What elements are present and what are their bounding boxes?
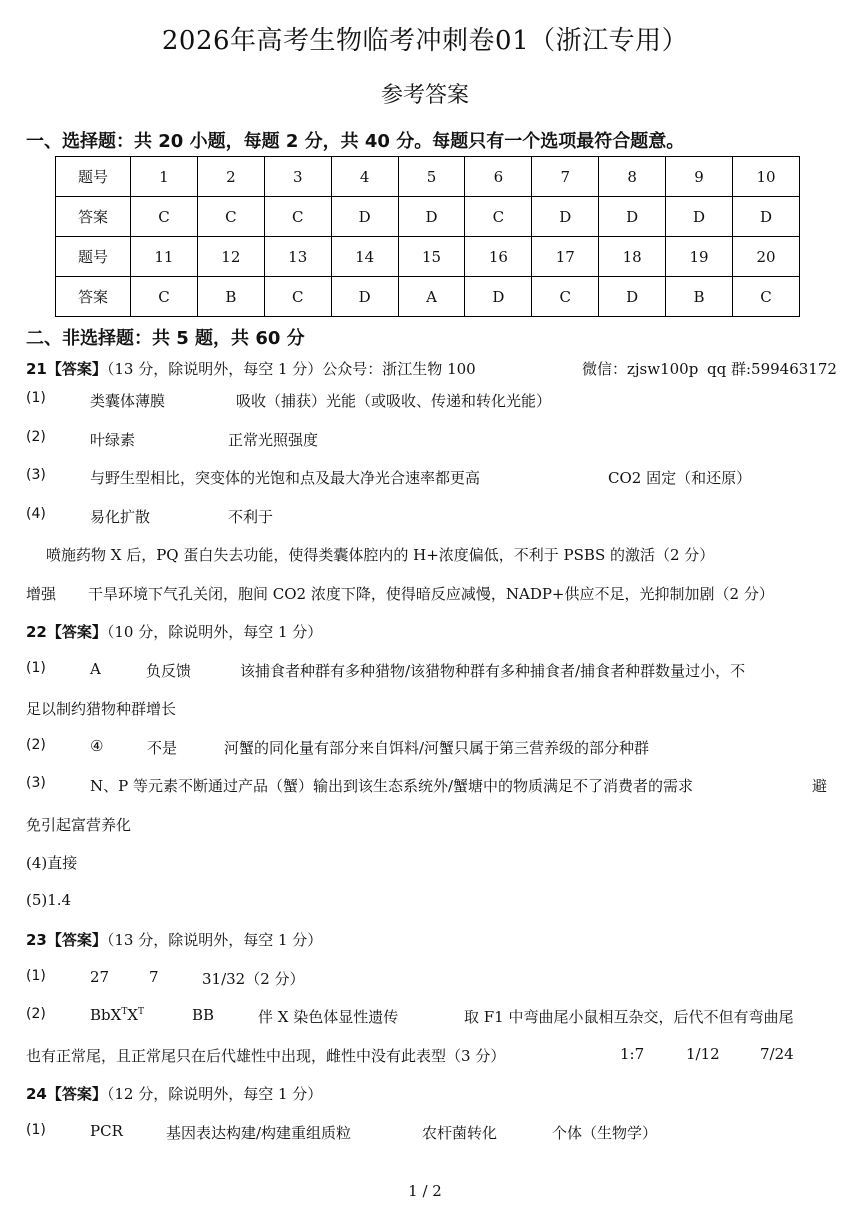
q22-p3-cont: 免引起富营养化 <box>26 816 132 834</box>
answer-table-row-label: 题号 <box>56 157 131 197</box>
q23-p2-d: 取 F1 中弯曲尾小鼠相互杂交，后代不但有弯曲尾 <box>464 1008 794 1026</box>
answer-table-cell: C <box>131 277 198 317</box>
q22-p2-b: 不是 <box>147 739 178 757</box>
answer-table-cell: C <box>131 197 198 237</box>
q22-p1-num: (1) <box>26 660 46 676</box>
answer-table-cell: D <box>398 197 465 237</box>
answer-table-cell: C <box>197 197 264 237</box>
answer-table-cell: C <box>264 197 331 237</box>
answer-table-cell: 11 <box>131 237 198 277</box>
q24-p1-c: 农杆菌转化 <box>422 1124 498 1142</box>
answer-table-cell: 10 <box>733 157 800 197</box>
answer-table-cell: 17 <box>532 237 599 277</box>
q22-p5: (5)1.4 <box>26 891 72 909</box>
q21-p2-num: (2) <box>26 429 46 445</box>
answer-table-cell: D <box>666 197 733 237</box>
q23-p1-a: 27 <box>90 968 110 986</box>
q24-p1-d: 个体（生物学） <box>552 1124 658 1142</box>
q23-p2-genotype <box>90 1006 144 1024</box>
q23-header <box>26 929 322 950</box>
q21-qq: qq 群:599463172 <box>707 360 837 378</box>
answer-table <box>55 156 800 317</box>
q22-p4: (4)直接 <box>26 854 78 872</box>
section1-heading: 一、选择题：共 20 小题，每题 2 分，共 40 分。每题只有一个选项最符合题意。 <box>26 131 685 152</box>
q23-p2-sup1: T <box>121 1007 128 1017</box>
q21-p3-num: (3) <box>26 467 46 483</box>
q24-header <box>26 1083 322 1104</box>
q23-p2-sup2: T <box>138 1007 145 1017</box>
q21-p1-b: 吸收（捕获）光能（或吸收、传递和转化光能） <box>236 392 552 410</box>
q23-p1-num: (1) <box>26 968 46 984</box>
answer-table-cell: D <box>331 277 398 317</box>
answer-table-row <box>56 277 800 317</box>
answer-table-cell: 5 <box>398 157 465 197</box>
q23-p2-g: 7/24 <box>760 1045 794 1063</box>
q22-p1-cont: 足以制约猎物种群增长 <box>26 700 177 718</box>
q21-p2-b: 正常光照强度 <box>228 431 319 449</box>
answer-table-cell: 9 <box>666 157 733 197</box>
page-subtitle: 参考答案 <box>380 83 469 108</box>
answer-table-cell: D <box>599 277 666 317</box>
q22-p2-c: 河蟹的同化量有部分来自饵料/河蟹只属于第三营养级的部分种群 <box>224 739 650 757</box>
answer-table-cell: 8 <box>599 157 666 197</box>
answer-table-cell: 12 <box>197 237 264 277</box>
answer-table-cell: 15 <box>398 237 465 277</box>
q21-p4-num: (4) <box>26 506 46 522</box>
answer-table-row-label: 题号 <box>56 237 131 277</box>
page-title: 2026年高考生物临考冲刺卷01（浙江专用） <box>161 26 689 56</box>
q23-p2-c: 伴 X 染色体显性遗传 <box>258 1008 399 1026</box>
q22-p3-a: N、P 等元素不断通过产品（蟹）输出到该生态系统外/蟹塘中的物质满足不了消费者的需求 <box>90 777 694 795</box>
q24-p1-a: PCR <box>90 1122 123 1140</box>
q21-label: 21【答案】 <box>26 360 107 378</box>
q21-p3-a: 与野生型相比，突变体的光饱和点及最大净光合速率都更高 <box>90 469 481 487</box>
answer-table-cell: 3 <box>264 157 331 197</box>
answer-table-cell: 13 <box>264 237 331 277</box>
answer-table-row-label: 答案 <box>56 277 131 317</box>
answer-table-cell: 20 <box>733 237 800 277</box>
answer-table-cell: B <box>197 277 264 317</box>
answer-table-cell: C <box>465 197 532 237</box>
q23-p1-c: 31/32（2 分） <box>202 970 305 988</box>
answer-table-row <box>56 157 800 197</box>
q23-p1-b: 7 <box>149 968 159 986</box>
answer-table-cell: 2 <box>197 157 264 197</box>
answer-table-cell: D <box>733 197 800 237</box>
answer-table-row <box>56 237 800 277</box>
section2-heading: 二、非选择题：共 5 题，共 60 分 <box>26 328 305 349</box>
q21-p3-b: CO2 固定（和还原） <box>608 469 752 487</box>
answer-table-cell: C <box>264 277 331 317</box>
answer-table-cell: B <box>666 277 733 317</box>
q21-line5: 喷施药物 X 后，PQ 蛋白失去功能，使得类囊体腔内的 H+浓度偏低，不利于 PSBS 的激活（2 分） <box>46 546 715 564</box>
answer-table-cell: 6 <box>465 157 532 197</box>
answer-table-cell: C <box>733 277 800 317</box>
answer-table-cell: 19 <box>666 237 733 277</box>
q23-p2-mid: X <box>127 1006 139 1024</box>
q24-label: 24【答案】 <box>26 1085 107 1103</box>
q23-p2-b: BB <box>192 1006 215 1024</box>
q22-p2-num: (2) <box>26 737 46 753</box>
q21-header <box>26 358 476 379</box>
q21-line6-a: 增强 <box>26 585 57 603</box>
q21-note: （13 分，除说明外，每空 1 分）公众号：浙江生物 100 <box>106 360 476 378</box>
answer-table-row <box>56 197 800 237</box>
answer-table-cell: C <box>532 277 599 317</box>
q22-p2-a: ④ <box>90 737 104 755</box>
q24-note: （12 分，除说明外，每空 1 分） <box>106 1085 323 1103</box>
answer-table-cell: 7 <box>532 157 599 197</box>
q23-label: 23【答案】 <box>26 931 107 949</box>
q22-p3-num: (3) <box>26 775 46 791</box>
q22-p1-b: 负反馈 <box>146 662 192 680</box>
q24-p1-b: 基因表达构建/构建重组质粒 <box>166 1124 352 1142</box>
answer-table-cell: A <box>398 277 465 317</box>
q22-p1-c: 该捕食者种群有多种猎物/该猎物种群有多种捕食者/捕食者种群数量过小，不 <box>240 662 746 680</box>
q21-p1-num: (1) <box>26 390 46 406</box>
answer-table-cell: 1 <box>131 157 198 197</box>
answer-table-cell: 16 <box>465 237 532 277</box>
q22-note: （10 分，除说明外，每空 1 分） <box>106 623 323 641</box>
answer-table-cell: 4 <box>331 157 398 197</box>
q22-header <box>26 621 322 642</box>
q23-p2-a: BbX <box>90 1006 122 1024</box>
q22-p1-a: A <box>90 660 101 678</box>
q21-wechat: 微信：zjsw100p <box>582 360 699 378</box>
q23-p2-cont: 也有正常尾，且正常尾只在后代雄性中出现，雌性中没有此表型（3 分） <box>26 1047 506 1065</box>
answer-table-row-label: 答案 <box>56 197 131 237</box>
q22-label: 22【答案】 <box>26 623 107 641</box>
q23-p2-f: 1/12 <box>686 1045 720 1063</box>
q21-p4-a: 易化扩散 <box>90 508 151 526</box>
answer-table-cell: D <box>599 197 666 237</box>
q24-p1-num: (1) <box>26 1122 46 1138</box>
answer-table-cell: D <box>331 197 398 237</box>
answer-table-cell: 18 <box>599 237 666 277</box>
q21-line6-b: 干旱环境下气孔关闭，胞间 CO2 浓度下降，使得暗反应减慢，NADP+供应不足，光抑制加剧（2 分） <box>88 585 774 603</box>
answer-table-cell: D <box>532 197 599 237</box>
q21-p1-a: 类囊体薄膜 <box>90 392 166 410</box>
page-number: 1 / 2 <box>408 1182 442 1200</box>
answer-table-cell: 14 <box>331 237 398 277</box>
q23-p2-num: (2) <box>26 1006 46 1022</box>
q22-p3-b: 避 <box>812 777 828 795</box>
answer-table-cell: D <box>465 277 532 317</box>
q21-p2-a: 叶绿素 <box>90 431 136 449</box>
q23-p2-e: 1:7 <box>620 1045 645 1063</box>
q21-p4-b: 不利于 <box>228 508 274 526</box>
q23-note: （13 分，除说明外，每空 1 分） <box>106 931 323 949</box>
